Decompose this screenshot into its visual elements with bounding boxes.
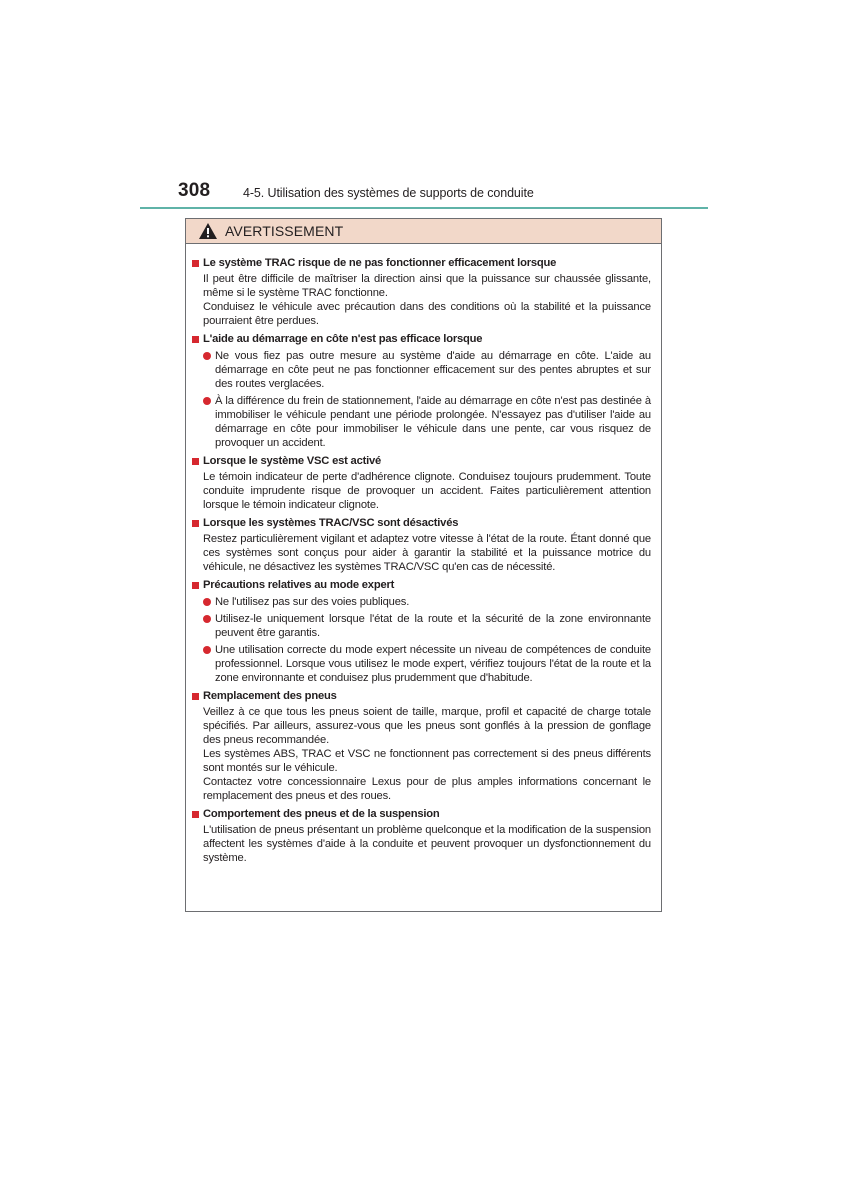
page-number: 308 — [178, 180, 211, 201]
warning-title: AVERTISSEMENT — [225, 223, 344, 239]
body-paragraph: Les systèmes ABS, TRAC et VSC ne fonctionnent pas correctement si des pneus différents sont montés sur le véhicule. — [203, 748, 651, 774]
warning-item — [192, 578, 651, 685]
body-paragraph: L'utilisation de pneus présentant un problème quelconque et la modification de la suspension affectent les systèmes d'aide à la conduite et peuvent provoquer un dysfonctionnement du système. — [203, 824, 651, 864]
warning-item-body — [203, 272, 651, 328]
body-paragraph: Veillez à ce que tous les pneus soient de taille, marque, profil et capacité de charge totale spécifiés. Par ailleurs, assurez-vous que les pneus sont gonflés à la pression de gonflage des pneus recommandée. — [203, 706, 651, 746]
heading-text: Lorsque le système VSC est activé — [203, 455, 382, 467]
body-paragraph: Contactez votre concessionnaire Lexus pour de plus amples informations concernant le remplacement des pneus et des roues. — [203, 776, 651, 802]
list-item — [203, 595, 651, 609]
warning-item-body — [203, 705, 651, 803]
body-paragraph: Le témoin indicateur de perte d'adhérence clignote. Conduisez toujours prudemment. Toute conduite imprudente risque de provoquer un accident. Faites particulièrement attention lorsque le témoin indicateur clignote. — [203, 471, 651, 511]
warning-item — [192, 689, 651, 803]
red-square-bullet-icon — [192, 336, 199, 343]
red-dot-bullet-icon — [203, 352, 211, 360]
red-dot-bullet-icon — [203, 598, 211, 606]
warning-item — [192, 516, 651, 574]
red-square-bullet-icon — [192, 582, 199, 589]
warning-item-heading — [192, 689, 651, 703]
bullet-list — [203, 349, 651, 450]
heading-text: L'aide au démarrage en côte n'est pas efficace lorsque — [203, 333, 483, 345]
red-square-bullet-icon — [192, 693, 199, 700]
warning-item — [192, 807, 651, 865]
heading-text: Précautions relatives au mode expert — [203, 579, 395, 591]
warning-item-heading — [192, 332, 651, 346]
red-square-bullet-icon — [192, 260, 199, 267]
list-item — [203, 612, 651, 640]
warning-item — [192, 454, 651, 512]
body-paragraph: Restez particulièrement vigilant et adaptez votre vitesse à l'état de la route. Étant donné que ces systèmes sont conçus pour aider à garantir la stabilité et la puissance motrice du véhicule, ne désactivez les systèmes TRAC/VSC qu'en cas de nécessité. — [203, 533, 651, 573]
warning-item-heading — [192, 807, 651, 821]
list-item — [203, 349, 651, 391]
red-dot-bullet-icon — [203, 646, 211, 654]
body-paragraph: Conduisez le véhicule avec précaution dans des conditions où la stabilité et la puissance pourraient être perdues. — [203, 301, 651, 327]
warning-item-heading — [192, 256, 651, 270]
bullet-text: À la différence du frein de stationnement, l'aide au démarrage en côte n'est pas destinée à immobiliser le véhicule pendant une période prolongée. N'essayez pas d'utiliser l'aide au démarrage en côte pour immobiliser le véhicule dans une pente, car vous risquez de provoquer un accident. — [215, 395, 651, 449]
warning-item-heading — [192, 578, 651, 592]
warning-item-heading — [192, 516, 651, 530]
warning-content — [186, 244, 661, 865]
bullet-text: Utilisez-le uniquement lorsque l'état de la route et la sécurité de la zone environnante peuvent être garantis. — [215, 613, 651, 639]
bullet-text: Une utilisation correcte du mode expert nécessite un niveau de compétences de conduite professionnel. Lorsque vous utilisez le mode expert, vérifiez toujours l'état de la route et la zone environnante et conduisez plus prudemment que d'habitude. — [215, 644, 651, 684]
heading-text: Remplacement des pneus — [203, 690, 337, 702]
warning-item-body — [203, 823, 651, 865]
red-square-bullet-icon — [192, 520, 199, 527]
warning-header — [186, 219, 661, 244]
section-title: 4-5. Utilisation des systèmes de supports de conduite — [243, 186, 534, 200]
bullet-text: Ne vous fiez pas outre mesure au système d'aide au démarrage en côte. L'aide au démarrage en côte peut ne pas fonctionner efficacement sur des pentes abruptes et sur des routes verglacées. — [215, 350, 651, 390]
bullet-text: Ne l'utilisez pas sur des voies publiques. — [215, 596, 410, 608]
heading-text: Lorsque les systèmes TRAC/VSC sont désactivés — [203, 517, 459, 529]
warning-item — [192, 256, 651, 328]
red-dot-bullet-icon — [203, 397, 211, 405]
body-paragraph: Il peut être difficile de maîtriser la direction ainsi que la puissance sur chaussée glissante, même si le système TRAC fonctionne. — [203, 273, 651, 299]
warning-triangle-icon — [198, 222, 218, 240]
warning-item-body — [203, 532, 651, 574]
warning-item-body — [203, 470, 651, 512]
heading-text: Comportement des pneus et de la suspension — [203, 808, 440, 820]
warning-item — [192, 332, 651, 450]
warning-item-heading — [192, 454, 651, 468]
warning-box — [185, 218, 662, 912]
bullet-list — [203, 595, 651, 685]
red-square-bullet-icon — [192, 811, 199, 818]
heading-text: Le système TRAC risque de ne pas fonctionner efficacement lorsque — [203, 257, 557, 269]
header-rule — [140, 207, 708, 209]
list-item — [203, 394, 651, 450]
list-item — [203, 643, 651, 685]
red-square-bullet-icon — [192, 458, 199, 465]
red-dot-bullet-icon — [203, 615, 211, 623]
